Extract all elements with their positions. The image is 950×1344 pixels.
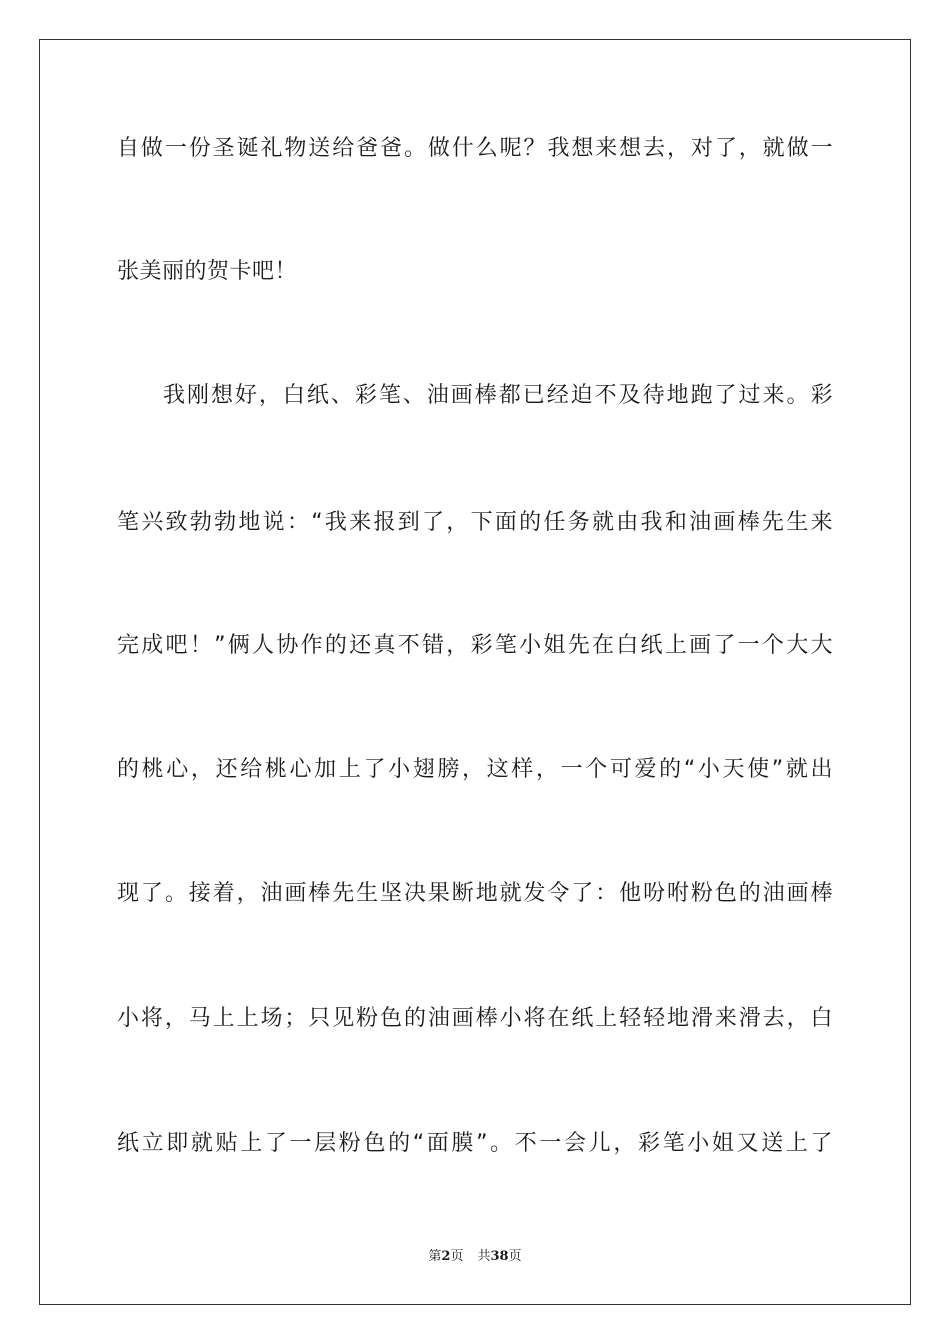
body-text-line: 现了。接着，油画棒先生坚决果断地就发令了：他吩咐粉色的油画棒 — [117, 881, 833, 906]
footer-total-number: 38 — [490, 1249, 509, 1264]
body-text-line: 的桃心，还给桃心加上了小翅膀，这样，一个可爱的“小天使”就出 — [117, 757, 833, 782]
body-text-line: 张美丽的贺卡吧！ — [117, 259, 298, 284]
footer-total-prefix: 共 — [477, 1249, 491, 1264]
page-border — [39, 39, 911, 1305]
body-text-line: 完成吧！”俩人协作的还真不错，彩笔小姐先在白纸上画了一个大大 — [117, 633, 833, 658]
body-text-line: 笔兴致勃勃地说：“我来报到了，下面的任务就由我和油画棒先生来 — [117, 510, 833, 535]
body-text-line: 小将，马上上场；只见粉色的油画棒小将在纸上轻轻地滑来滑去，白 — [117, 1006, 833, 1031]
footer-page-prefix: 第 — [428, 1249, 442, 1264]
body-text-line: 纸立即就贴上了一层粉色的“面膜”。不一会儿，彩笔小姐又送上了 — [117, 1131, 833, 1156]
footer-page-number: 2 — [441, 1249, 451, 1264]
footer-page-suffix: 页 — [450, 1249, 464, 1264]
footer-total-suffix: 页 — [508, 1249, 522, 1264]
page-footer — [0, 1248, 950, 1266]
body-text-line: 自做一份圣诞礼物送给爸爸。做什么呢？我想来想去，对了，就做一 — [117, 136, 833, 161]
paragraph-first-line: 我刚想好，白纸、彩笔、油画棒都已经迫不及待地跑了过来。彩 — [163, 383, 833, 408]
